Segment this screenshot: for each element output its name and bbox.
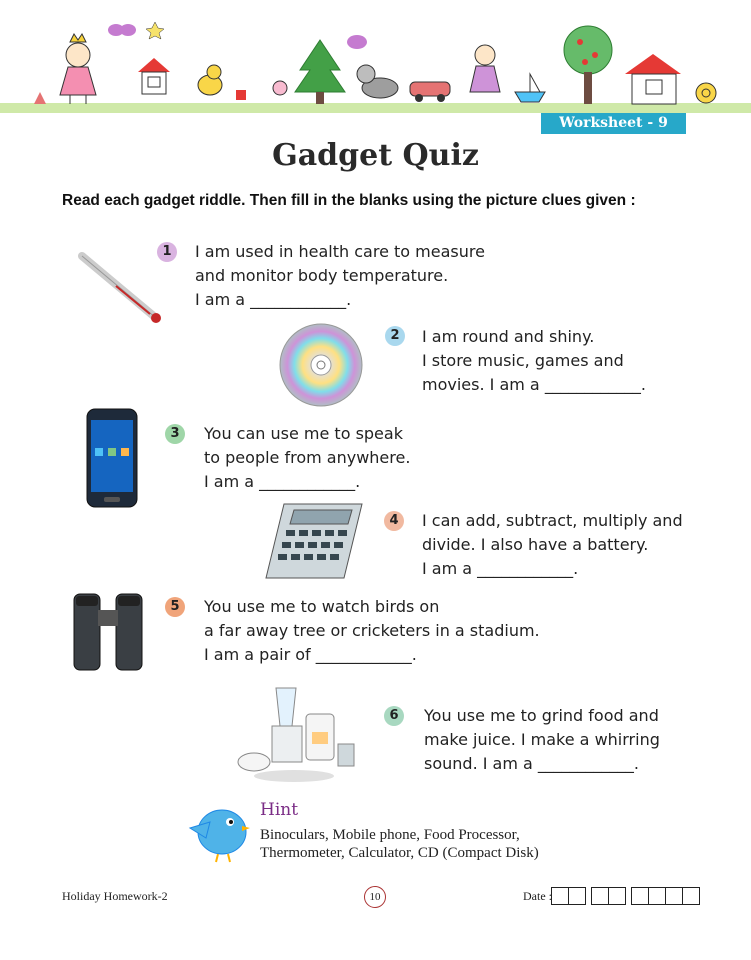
question-5-text xyxy=(204,595,540,667)
butterfly-icon xyxy=(347,35,367,49)
food-processor-icon xyxy=(234,684,364,784)
date-day[interactable] xyxy=(552,887,586,905)
house-icon xyxy=(138,58,170,94)
question-6-text xyxy=(424,704,660,776)
bird-icon xyxy=(198,65,222,95)
question-line: You use me to grind food and xyxy=(424,706,659,725)
question-line: You can use me to speak xyxy=(204,424,403,443)
boat-icon xyxy=(515,74,545,102)
date-digit-box[interactable] xyxy=(591,887,609,905)
date-digit-box[interactable] xyxy=(648,887,666,905)
header-banner-illustration xyxy=(0,0,751,120)
question-line: I am used in health care to measure xyxy=(195,242,485,261)
question-number-3: 3 xyxy=(165,424,185,444)
question-line: I am a pair of ____________. xyxy=(204,645,417,664)
pine-tree-icon xyxy=(295,40,345,104)
question-2-text xyxy=(422,325,646,397)
date-digit-box[interactable] xyxy=(568,887,586,905)
date-boxes[interactable] xyxy=(552,887,700,905)
question-4-text xyxy=(422,509,683,581)
question-number-4: 4 xyxy=(384,511,404,531)
question-line: I am a ____________. xyxy=(195,290,352,309)
star-icon xyxy=(146,22,164,39)
question-line: sound. I am a ____________. xyxy=(424,754,639,773)
question-line: I am a ____________. xyxy=(204,472,361,491)
girl-icon xyxy=(470,45,500,92)
house-icon xyxy=(34,92,46,104)
girl-icon xyxy=(60,34,96,104)
question-line: I am round and shiny. xyxy=(422,327,595,346)
question-line: a far away tree or cricketers in a stadium. xyxy=(204,621,540,640)
question-number-1: 1 xyxy=(157,242,177,262)
question-line: and monitor body temperature. xyxy=(195,266,449,285)
date-digit-box[interactable] xyxy=(665,887,683,905)
question-line: make juice. I make a whirring xyxy=(424,730,660,749)
date-month[interactable] xyxy=(592,887,626,905)
date-digit-box[interactable] xyxy=(631,887,649,905)
hint-title: Hint xyxy=(260,800,299,820)
worksheet-badge: Worksheet - 9 xyxy=(541,113,686,134)
date-digit-box[interactable] xyxy=(551,887,569,905)
flower-icon xyxy=(236,90,246,100)
hint-text: Binoculars, Mobile phone, Food Processor, Thermometer, Calculator, CD (Compact Disk) xyxy=(260,827,539,861)
date-label: Date : xyxy=(523,889,552,903)
question-1-text xyxy=(195,240,485,312)
question-line: You use me to watch birds on xyxy=(204,597,440,616)
page-number: 10 xyxy=(364,886,386,908)
question-3-text xyxy=(204,422,410,494)
date-digit-box[interactable] xyxy=(608,887,626,905)
cat-icon xyxy=(357,65,398,98)
question-line: I store music, games and xyxy=(422,351,624,370)
question-number-5: 5 xyxy=(165,597,185,617)
date-digit-box[interactable] xyxy=(682,887,700,905)
question-line: I am a ____________. xyxy=(422,559,579,578)
bird-icon xyxy=(186,798,252,864)
calculator-icon xyxy=(264,502,364,580)
footer-label: Holiday Homework-2 xyxy=(62,889,168,903)
car-icon xyxy=(410,82,450,102)
page-title: Gadget Quiz xyxy=(272,138,479,173)
house-icon xyxy=(625,54,681,104)
mobile-phone-icon xyxy=(86,408,138,508)
apple-tree-icon xyxy=(564,26,612,104)
question-line: I can add, subtract, multiply and xyxy=(422,511,683,530)
question-number-6: 6 xyxy=(384,706,404,726)
question-line: movies. I am a ____________. xyxy=(422,375,646,394)
binoculars-icon xyxy=(70,590,146,674)
question-number-2: 2 xyxy=(385,326,405,346)
instructions: Read each gadget riddle. Then fill in the blanks using the picture clues given : xyxy=(62,192,636,209)
thermometer-icon xyxy=(76,248,166,328)
flower-icon xyxy=(273,81,287,95)
butterfly-icon xyxy=(108,24,136,36)
cd-icon xyxy=(278,322,364,408)
question-line: to people from anywhere. xyxy=(204,448,411,467)
snail-icon xyxy=(696,83,716,103)
date-year[interactable] xyxy=(632,887,700,905)
question-line: divide. I also have a battery. xyxy=(422,535,649,554)
